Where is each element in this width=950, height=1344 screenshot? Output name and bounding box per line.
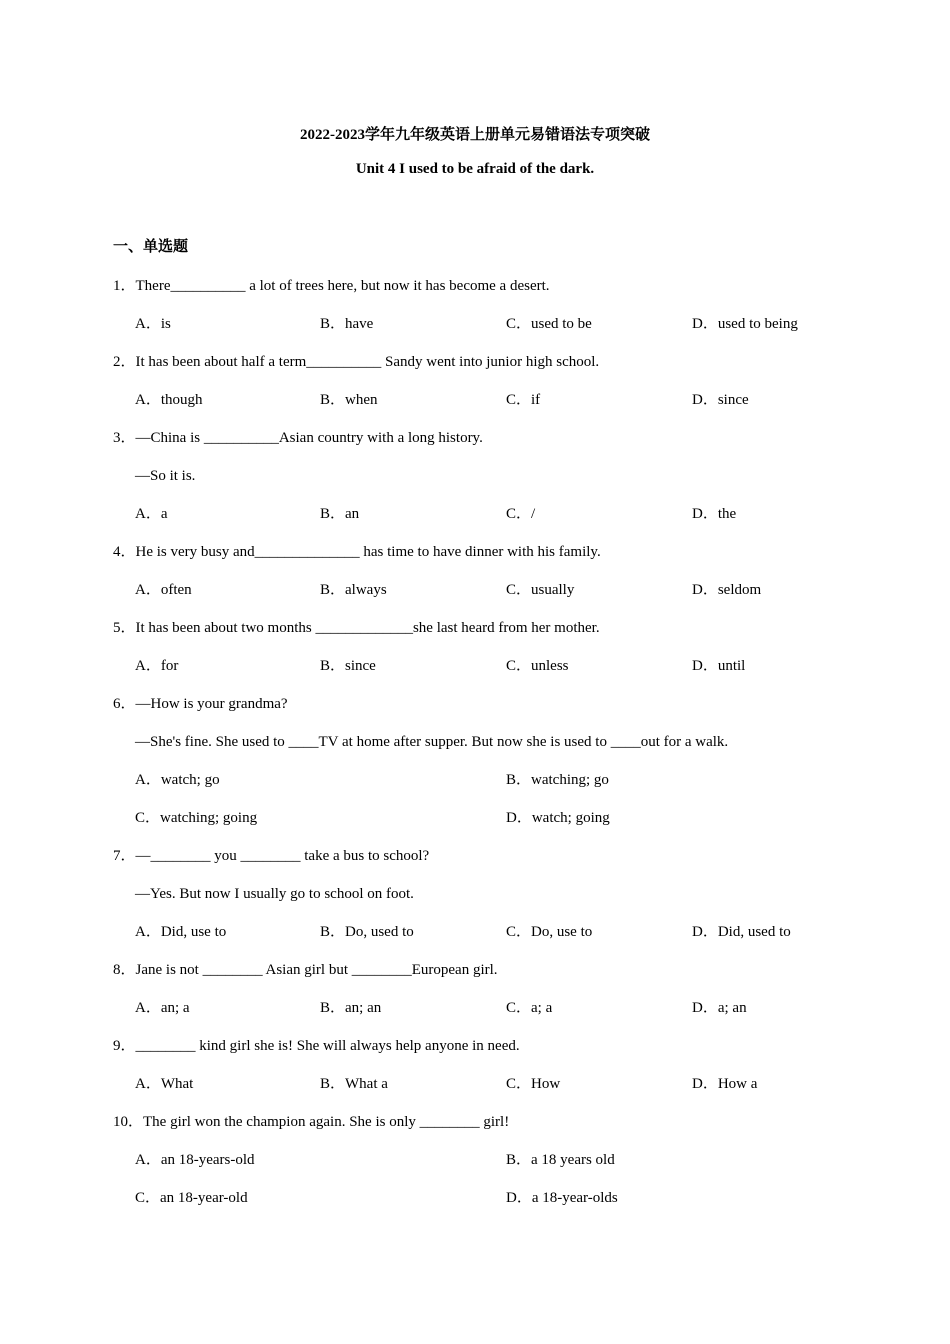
- option-b[interactable]: B．watching; go: [506, 772, 609, 788]
- option-a[interactable]: A．Did, use to: [135, 924, 227, 940]
- option-a[interactable]: A．though: [135, 392, 203, 408]
- question-stem: 2．It has been about half a term__________ Sandy went into junior high school.: [113, 354, 600, 370]
- option-c[interactable]: C．an 18-year-old: [135, 1190, 248, 1206]
- option-b[interactable]: B．Do, used to: [320, 924, 414, 940]
- question-stem-reply: —So it is.: [135, 468, 196, 484]
- option-b[interactable]: B．a 18 years old: [506, 1152, 615, 1168]
- option-b[interactable]: B．an: [320, 506, 360, 522]
- option-b[interactable]: B．since: [320, 658, 376, 674]
- option-a[interactable]: A．is: [135, 316, 171, 332]
- question-stem-reply: —Yes. But now I usually go to school on foot.: [135, 886, 414, 902]
- option-d[interactable]: D．since: [692, 392, 749, 408]
- option-a[interactable]: A．for: [135, 658, 179, 674]
- question-stem: 4．He is very busy and______________ has time to have dinner with his family.: [113, 544, 601, 560]
- option-c[interactable]: C．usually: [506, 582, 575, 598]
- option-b[interactable]: B．What a: [320, 1076, 388, 1092]
- question-stem: 10．The girl won the champion again. She is only ________ girl!: [113, 1114, 510, 1130]
- question-stem: 5．It has been about two months _____________she last heard from her mother.: [113, 620, 600, 636]
- option-a[interactable]: A．an 18-years-old: [135, 1152, 255, 1168]
- question-stem-reply: —She's fine. She used to ____TV at home after supper. But now she is used to ____out for a walk.: [135, 734, 729, 750]
- option-b[interactable]: B．always: [320, 582, 387, 598]
- option-a[interactable]: A．often: [135, 582, 192, 598]
- option-c[interactable]: C．Do, use to: [506, 924, 593, 940]
- question-stem: 3．—China is __________Asian country with a long history.: [113, 430, 483, 446]
- option-b[interactable]: B．when: [320, 392, 378, 408]
- option-a[interactable]: A．watch; go: [135, 772, 220, 788]
- option-b[interactable]: B．have: [320, 316, 374, 332]
- document-subtitle: Unit 4 I used to be afraid of the dark.: [355, 161, 595, 177]
- option-c[interactable]: C．if: [506, 392, 541, 408]
- option-d[interactable]: D．the: [692, 506, 737, 522]
- option-a[interactable]: A．an; a: [135, 1000, 190, 1016]
- option-d[interactable]: D．a 18-year-olds: [506, 1190, 618, 1206]
- option-c[interactable]: C．unless: [506, 658, 569, 674]
- option-c[interactable]: C．How: [506, 1076, 561, 1092]
- option-d[interactable]: D．seldom: [692, 582, 762, 598]
- section-heading: 一、单选题: [113, 239, 189, 255]
- option-d[interactable]: D．until: [692, 658, 746, 674]
- option-c[interactable]: C．/: [506, 506, 536, 522]
- option-c[interactable]: C．used to be: [506, 316, 592, 332]
- question-stem: 9．________ kind girl she is! She will always help anyone in need.: [113, 1038, 520, 1054]
- option-a[interactable]: A．a: [135, 506, 168, 522]
- document-title: 2022-2023学年九年级英语上册单元易错语法专项突破: [300, 127, 650, 143]
- option-d[interactable]: D．a; an: [692, 1000, 747, 1016]
- option-d[interactable]: D．How a: [692, 1076, 758, 1092]
- option-c[interactable]: C．watching; going: [135, 810, 258, 826]
- question-stem: 8．Jane is not ________ Asian girl but ________European girl.: [113, 962, 498, 978]
- option-d[interactable]: D．Did, used to: [692, 924, 791, 940]
- question-stem: 1．There__________ a lot of trees here, but now it has become a desert.: [113, 278, 550, 294]
- option-d[interactable]: D．watch; going: [506, 810, 610, 826]
- option-d[interactable]: D．used to being: [692, 316, 798, 332]
- option-b[interactable]: B．an; an: [320, 1000, 382, 1016]
- question-stem: 6．—How is your grandma?: [113, 696, 288, 712]
- question-stem: 7．—________ you ________ take a bus to school?: [113, 848, 430, 864]
- option-a[interactable]: A．What: [135, 1076, 194, 1092]
- option-c[interactable]: C．a; a: [506, 1000, 553, 1016]
